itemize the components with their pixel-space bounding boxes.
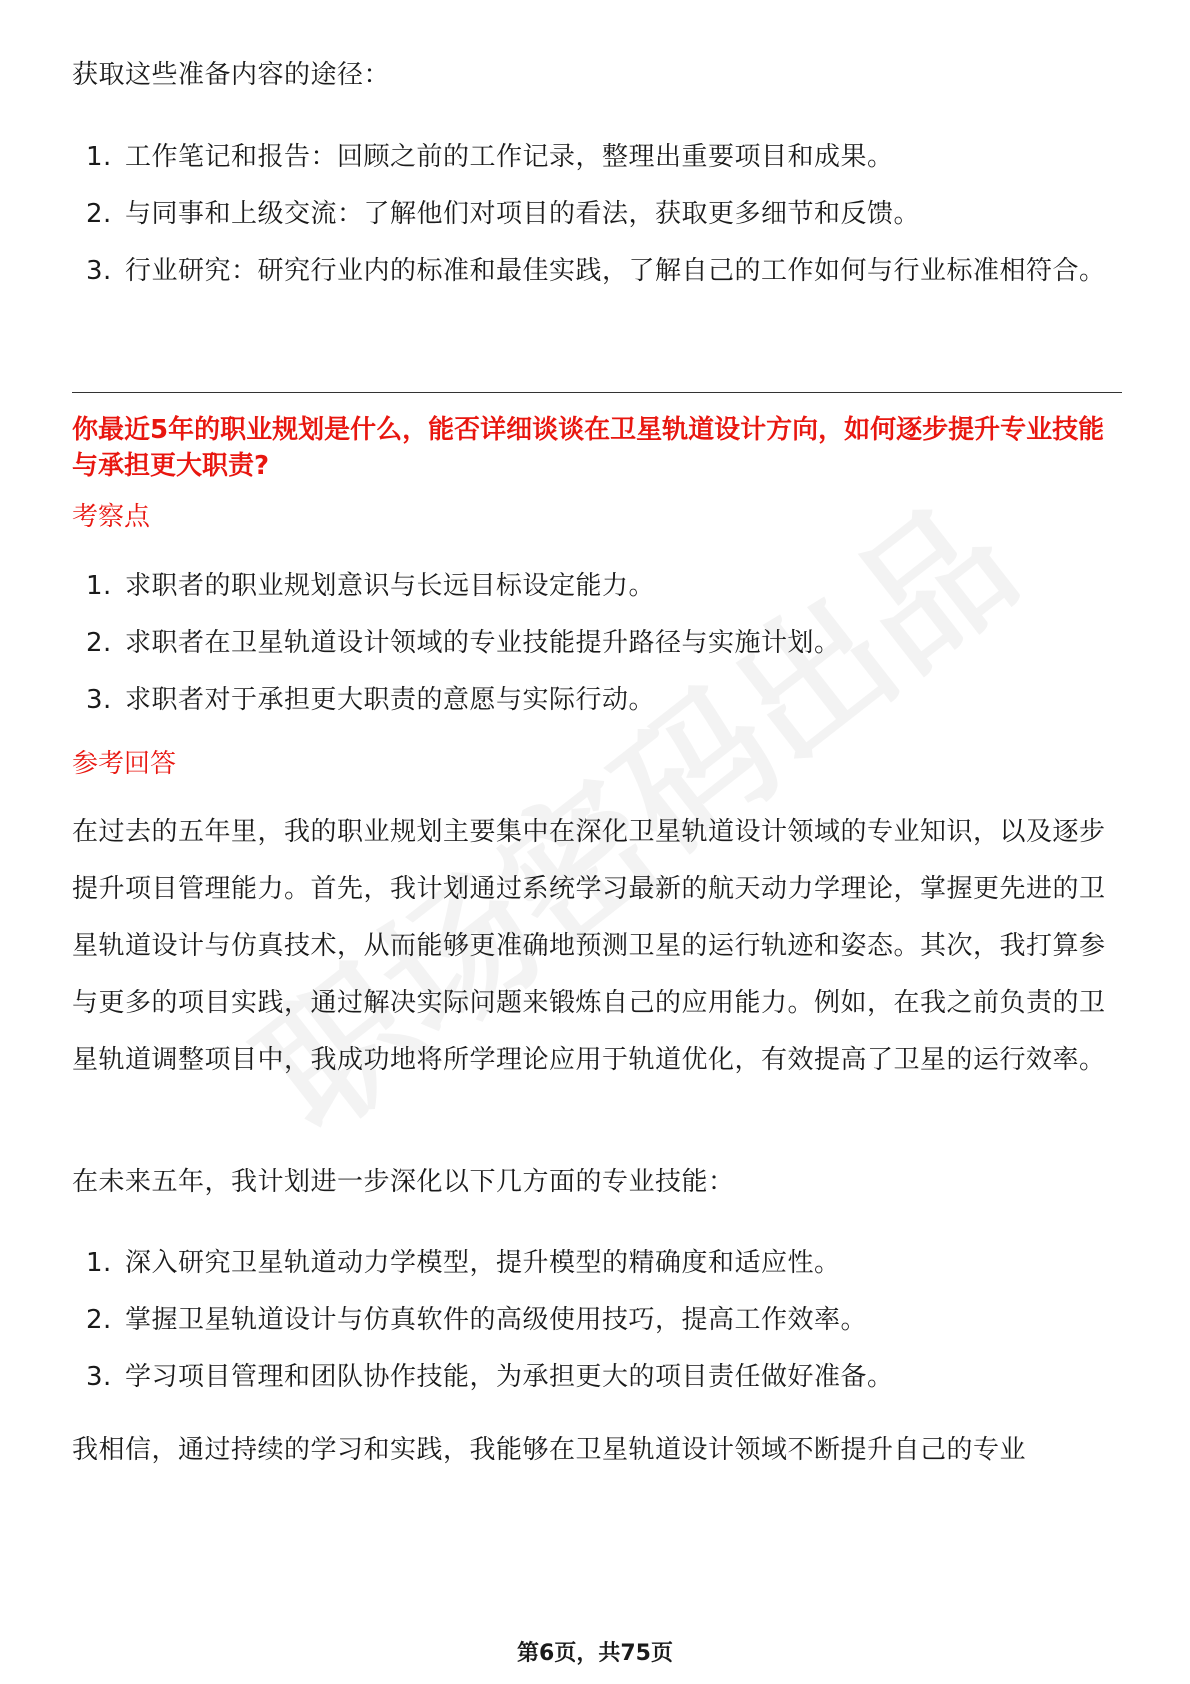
list-item-text: 与同事和上级交流：了解他们对项目的看法，获取更多细节和反馈。: [125, 199, 921, 229]
list-item-text: 求职者的职业规划意识与长远目标设定能力。: [125, 571, 656, 601]
list-item-text: 工作笔记和报告：回顾之前的工作记录，整理出重要项目和成果。: [125, 142, 894, 172]
list-item: [72, 1349, 1122, 1406]
list-item: [72, 615, 1122, 672]
reference-heading: 参考回答: [72, 749, 177, 779]
assessment-heading: 考察点: [72, 502, 151, 532]
list-number: 1.: [86, 142, 112, 172]
skills-list: [72, 1235, 1122, 1406]
list-item: [72, 558, 1122, 615]
list-item: [72, 1235, 1122, 1292]
list-number: 2.: [86, 628, 112, 658]
assessment-list: [72, 558, 1122, 729]
list-number: 2.: [86, 199, 112, 229]
list-number: 3.: [86, 1362, 112, 1392]
list-item: [72, 186, 1122, 243]
list-item: [72, 672, 1122, 729]
list-number: 1.: [86, 1248, 112, 1278]
list-item-text: 掌握卫星轨道设计与仿真软件的高级使用技巧，提高工作效率。: [125, 1305, 868, 1335]
page-number: 第6页，共75页: [517, 1641, 673, 1666]
section-divider: [72, 392, 1122, 393]
list-number: 3.: [86, 256, 112, 286]
reference-paragraph: 在未来五年，我计划进一步深化以下几方面的专业技能：: [72, 1167, 735, 1197]
list-item-text: 学习项目管理和团队协作技能，为承担更大的项目责任做好准备。: [125, 1362, 894, 1392]
list-item-text: 求职者对于承担更大职责的意愿与实际行动。: [125, 685, 656, 715]
intro-list: [72, 129, 1122, 300]
list-number: 3.: [86, 685, 112, 715]
reference-paragraph: 我相信，通过持续的学习和实践，我能够在卫星轨道设计领域不断提升自己的专业: [72, 1435, 1027, 1465]
interview-question: 你最近5年的职业规划是什么，能否详细谈谈在卫星轨道设计方向，如何逐步提升专业技能与承担更大职责?: [72, 415, 1105, 481]
list-number: 1.: [86, 571, 112, 601]
list-item-text: 深入研究卫星轨道动力学模型，提升模型的精确度和适应性。: [125, 1248, 841, 1278]
list-number: 2.: [86, 1305, 112, 1335]
list-item: [72, 129, 1122, 186]
list-item: [72, 1292, 1122, 1349]
reference-paragraph: 在过去的五年里，我的职业规划主要集中在深化卫星轨道设计领域的专业知识，以及逐步提升项目管理能力。首先，我计划通过系统学习最新的航天动力学理论，掌握更先进的卫星轨道设计与仿真技术，从而能够更准确地预测卫星的运行轨迹和姿态。其次，我打算参与更多的项目实践，通过解决实际问题来锻炼自己的应用能力。例如，在我之前负责的卫星轨道调整项目中，我成功地将所学理论应用于轨道优化，有效提高了卫星的运行效率。: [72, 817, 1106, 1075]
intro-heading: 获取这些准备内容的途径：: [72, 60, 391, 90]
list-item-text: 求职者在卫星轨道设计领域的专业技能提升路径与实施计划。: [125, 628, 841, 658]
list-item-text: 行业研究：研究行业内的标准和最佳实践，了解自己的工作如何与行业标准相符合。: [125, 256, 1106, 286]
list-item: [72, 243, 1122, 300]
